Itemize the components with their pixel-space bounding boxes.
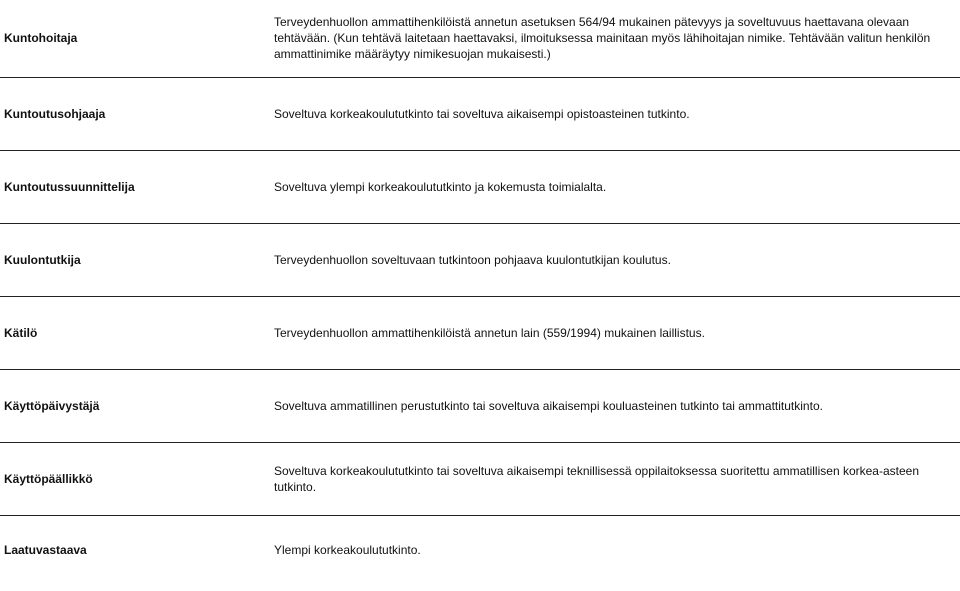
job-title: Laatuvastaava <box>4 543 87 558</box>
job-requirement: Soveltuva korkeakoulututkinto tai soveltuva aikaisempi teknillisessä oppilaitoksessa suoritettu ammatillisen korkea-asteen tutkinto. <box>264 442 960 515</box>
table-row <box>0 0 960 77</box>
table-row <box>0 515 960 585</box>
table-row <box>0 77 960 150</box>
job-title: Kätilö <box>0 296 264 369</box>
job-title: Käyttöpäivystäjä <box>0 369 264 442</box>
job-requirement: Terveydenhuollon soveltuvaan tutkintoon pohjaava kuulontutkijan koulutus. <box>264 223 960 296</box>
job-requirement: Ylempi korkeakoulututkinto. <box>274 543 421 558</box>
job-requirement: Soveltuva ammatillinen perustutkinto tai soveltuva aikaisempi kouluasteinen tutkinto tai ammattitutkinto. <box>264 369 960 442</box>
table-row <box>0 296 960 369</box>
job-requirement: Soveltuva ylempi korkeakoulututkinto ja kokemusta toimialalta. <box>264 150 960 223</box>
job-title: Käyttöpäällikkö <box>0 442 264 515</box>
table-row <box>0 223 960 296</box>
job-title: Kuulontutkija <box>0 223 264 296</box>
job-title: Kuntoutusohjaaja <box>0 77 264 150</box>
table-row <box>0 150 960 223</box>
table-row <box>0 442 960 515</box>
job-requirement: Soveltuva korkeakoulututkinto tai soveltuva aikaisempi opistoasteinen tutkinto. <box>264 77 960 150</box>
table-row <box>0 369 960 442</box>
job-title: Kuntoutussuunnittelija <box>0 150 264 223</box>
job-requirement: Terveydenhuollon ammattihenkilöistä annetun lain (559/1994) mukainen laillistus. <box>264 296 960 369</box>
job-requirement: Terveydenhuollon ammattihenkilöistä annetun asetuksen 564/94 mukainen pätevyys ja soveltuvuus haettavana olevaan tehtävään. (Kun tehtävä laitetaan haettavaksi, ilmoituksessa mainitaan myös lähihoitajan nimike. Tehtävään valitun henkilön ammattinimike määräytyy nimikesuojan mukaisesti.) <box>264 0 960 77</box>
job-title: Kuntohoitaja <box>0 0 264 77</box>
